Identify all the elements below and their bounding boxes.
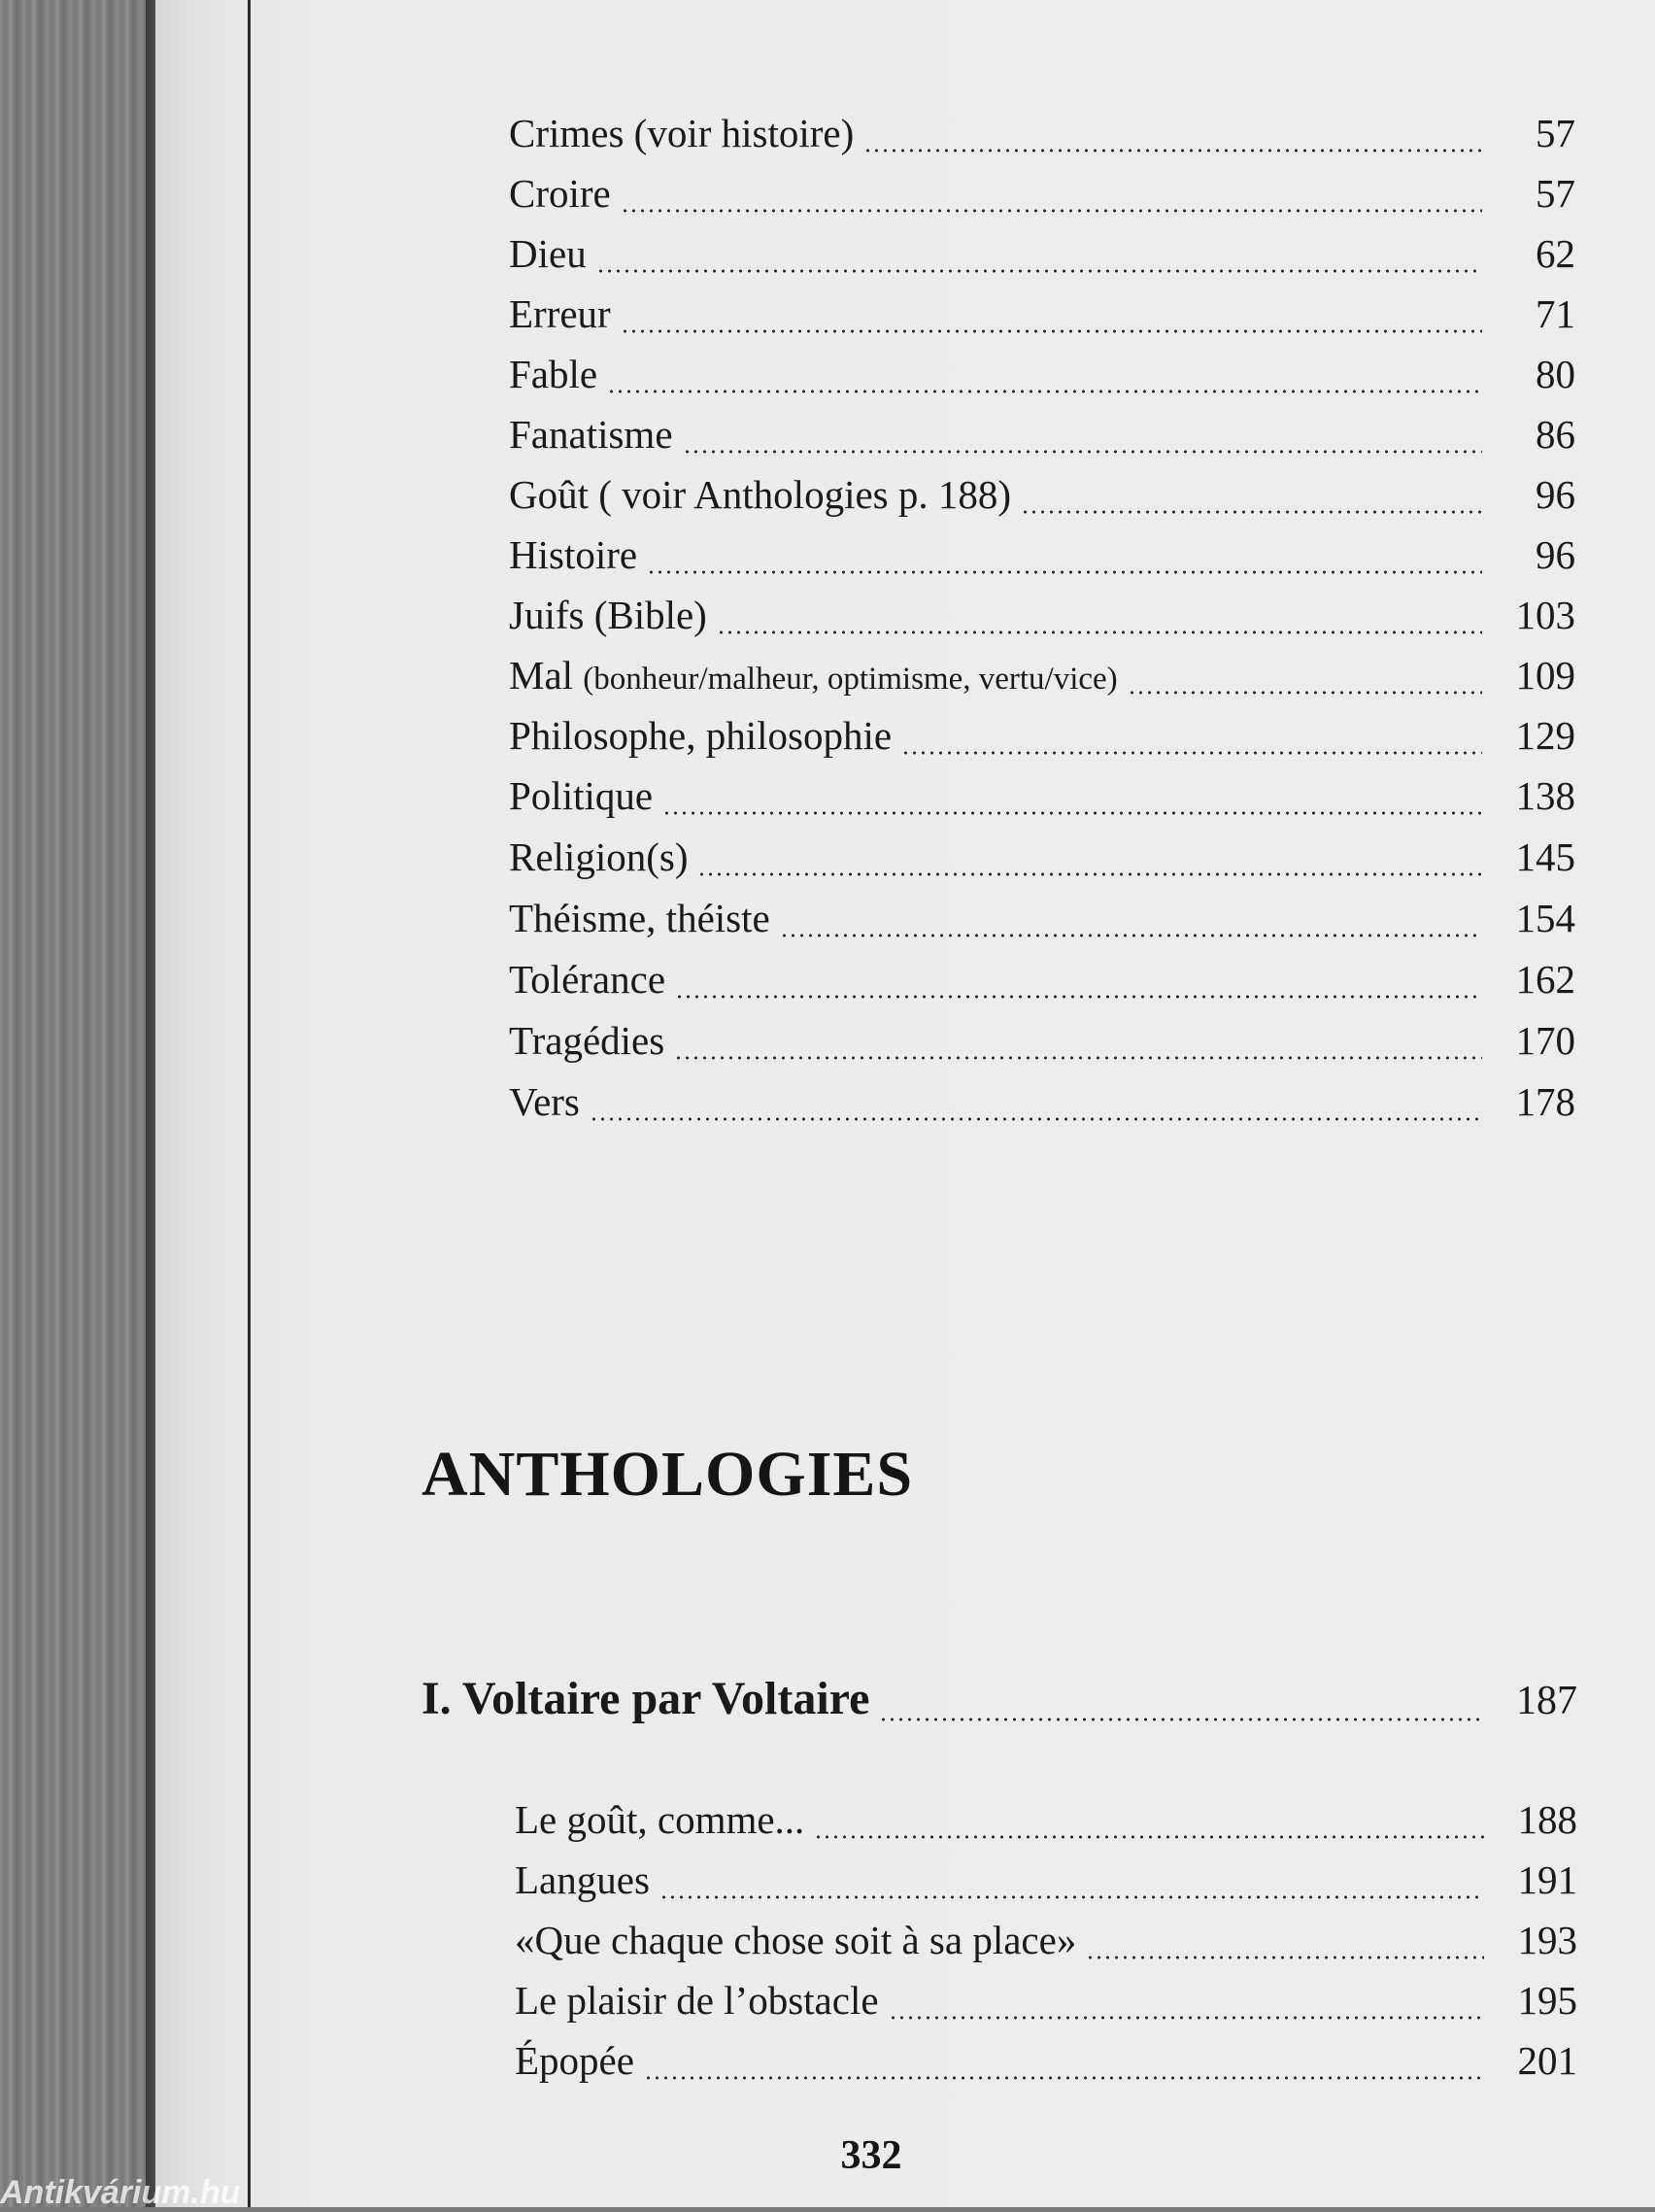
chapter-page: 187 — [1516, 1679, 1577, 1723]
index-entry — [509, 107, 1575, 161]
entry-label: Le plaisir de l’obstacle — [515, 1978, 879, 2023]
entry-label: Langues — [515, 1857, 650, 1902]
entry-label: Croire — [509, 171, 611, 216]
entry-page: 162 — [1515, 957, 1575, 1002]
dot-leader — [1021, 475, 1482, 515]
entry-page: 103 — [1515, 593, 1575, 637]
entry-page: 193 — [1517, 1918, 1577, 1962]
entry-label: Juifs (Bible) — [509, 593, 707, 637]
entry-page: 201 — [1517, 2038, 1577, 2083]
section-title: ANTHOLOGIES — [422, 1439, 914, 1510]
dot-leader — [647, 535, 1482, 575]
dot-leader — [863, 114, 1482, 153]
dot-leader — [1086, 1921, 1484, 1960]
watermark: Antikvárium.hu — [0, 2174, 241, 2211]
dot-leader — [607, 355, 1482, 394]
anthology-entry — [515, 1854, 1577, 1908]
dot-leader — [683, 415, 1482, 455]
index-entry — [509, 831, 1575, 885]
index-entry — [509, 709, 1575, 764]
entry-page: 62 — [1536, 231, 1575, 276]
entry-page: 129 — [1515, 713, 1575, 758]
entry-label: Goût ( voir Anthologies p. 188) — [509, 472, 1012, 517]
dot-leader — [674, 1021, 1482, 1061]
page-number: 332 — [840, 2133, 902, 2178]
entry-label: Religion(s) — [509, 834, 689, 879]
index-entry — [509, 953, 1575, 1007]
index-entry — [509, 892, 1575, 946]
index-entry — [509, 288, 1575, 342]
dot-leader — [889, 1981, 1484, 2021]
index-entry — [509, 348, 1575, 402]
entry-page: 80 — [1536, 352, 1575, 396]
index-entry — [509, 649, 1575, 703]
entry-page: 195 — [1517, 1978, 1577, 2023]
dot-leader — [901, 716, 1482, 756]
entry-label-main: Mal — [509, 653, 574, 698]
entry-label: Fanatisme — [509, 412, 673, 457]
index-entry — [509, 528, 1575, 583]
entry-label: Dieu — [509, 231, 587, 276]
index-entry — [509, 408, 1575, 462]
index-entry — [509, 1075, 1575, 1130]
entry-label — [509, 652, 1118, 698]
entry-label: Politique — [509, 773, 654, 818]
entry-label: Tragédies — [509, 1018, 665, 1063]
dot-leader — [879, 1676, 1484, 1722]
entry-label: Vers — [509, 1079, 580, 1124]
dot-leader — [621, 174, 1482, 214]
entry-page: 178 — [1515, 1079, 1575, 1124]
anthology-entry — [515, 2034, 1577, 2089]
dot-leader — [659, 1860, 1484, 1900]
index-entry — [509, 468, 1575, 523]
chapter-label: I. Voltaire par Voltaire — [422, 1673, 870, 1724]
index-entry — [509, 589, 1575, 643]
entry-page: 154 — [1515, 896, 1575, 940]
index-entry — [509, 1014, 1575, 1069]
index-entry — [509, 769, 1575, 824]
entry-label: Fable — [509, 352, 598, 396]
entry-page: 138 — [1515, 773, 1575, 818]
dot-leader — [662, 776, 1482, 816]
dot-leader — [644, 2041, 1484, 2081]
entry-page: 96 — [1536, 532, 1575, 577]
dot-leader — [814, 1800, 1484, 1840]
anthology-entry — [515, 1974, 1577, 2028]
entry-label: Épopée — [515, 2038, 634, 2083]
entry-label: Théisme, théiste — [509, 896, 770, 940]
entry-page: 191 — [1517, 1857, 1577, 1902]
dot-leader — [780, 899, 1482, 938]
entry-label-detail: (bonheur/malheur, optimisme, vertu/vice) — [583, 662, 1118, 697]
entry-label: Erreur — [509, 291, 611, 336]
entry-page: 170 — [1515, 1018, 1575, 1063]
chapter-entry — [422, 1667, 1577, 1729]
entry-page: 109 — [1515, 653, 1575, 698]
entry-page: 96 — [1536, 472, 1575, 517]
entry-page: 188 — [1517, 1797, 1577, 1842]
entry-label: Histoire — [509, 532, 638, 577]
entry-label: Tolérance — [509, 957, 666, 1002]
entry-label: Crimes (voir histoire) — [509, 111, 855, 155]
anthology-entry — [515, 1914, 1577, 1968]
entry-label: «Que chaque chose soit à sa place» — [515, 1918, 1077, 1962]
dot-leader — [1128, 656, 1482, 696]
dot-leader — [717, 596, 1482, 635]
dot-leader — [675, 960, 1482, 1000]
entry-page: 57 — [1536, 111, 1575, 155]
index-entry — [509, 227, 1575, 282]
entry-page: 145 — [1515, 834, 1575, 879]
entry-page: 57 — [1536, 171, 1575, 216]
dot-leader — [621, 294, 1482, 334]
dot-leader — [590, 1082, 1482, 1122]
entry-page: 86 — [1536, 412, 1575, 457]
dot-leader — [697, 837, 1482, 877]
page-margin-rule — [248, 0, 251, 2207]
index-entry — [509, 167, 1575, 221]
dot-leader — [596, 234, 1482, 274]
entry-label: Le goût, comme... — [515, 1797, 805, 1842]
entry-page: 71 — [1536, 291, 1575, 336]
entry-label: Philosophe, philosophie — [509, 713, 893, 758]
anthology-entry — [515, 1793, 1577, 1848]
